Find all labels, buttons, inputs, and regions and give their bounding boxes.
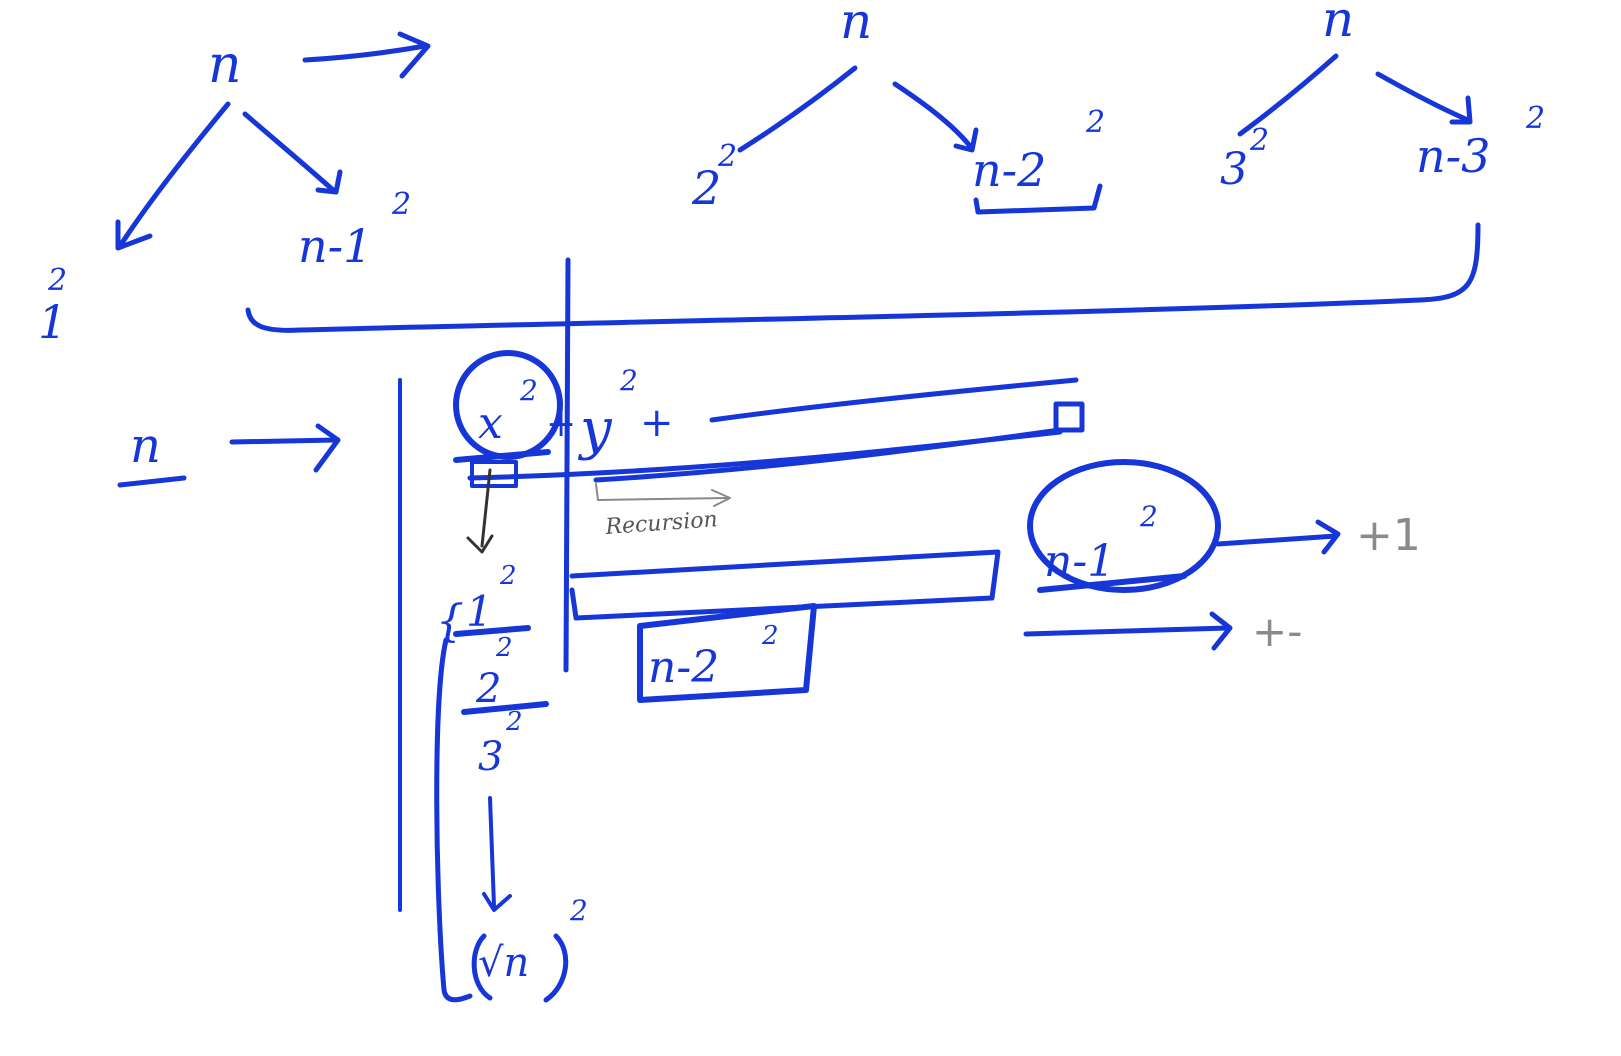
tree-three-root: n [1322, 0, 1355, 48]
tree-three-right-branch [1378, 74, 1468, 120]
tree-one-right-exponent: 2 [392, 187, 412, 222]
tree-three-right-child: n-3 [1416, 129, 1491, 183]
n-minus-two-exp: 2 [762, 621, 779, 651]
plus-one-result: +1 [1356, 510, 1421, 561]
plus-minus-arrow [1026, 628, 1228, 634]
tree-two-root: n [840, 0, 873, 50]
down-arrow-line [482, 470, 490, 546]
recursion-end-box [1056, 404, 1082, 430]
tree-one-forward-arrowhead [400, 34, 428, 76]
y-term: y [580, 397, 612, 462]
series-long-brace [437, 640, 470, 1000]
series-item-one-base: 1 [466, 587, 493, 636]
input-arrowhead [316, 426, 338, 470]
tree-three-right-exponent: 2 [1526, 101, 1546, 136]
tree-three-left-child: 3 [1220, 144, 1248, 195]
plus-minus-arrowhead [1212, 614, 1230, 648]
recursion-label: Recursion [604, 507, 719, 540]
tree-two-right-exponent: 2 [1086, 105, 1106, 140]
input-arrow [232, 440, 336, 442]
plus-minus-result: +- [1252, 607, 1303, 656]
tree-two-left-child: 2 [692, 161, 722, 215]
y-term-exponent: 2 [620, 364, 638, 397]
n-minus-one-term: n-1 [1044, 536, 1116, 587]
tree-two-right-child: n-2 [972, 143, 1047, 197]
tree-one-right-branch [245, 114, 333, 190]
tree-two-left-exponent: 2 [718, 139, 738, 174]
n-minus-one-exp: 2 [1140, 500, 1158, 533]
tree-one-left-branch [120, 104, 228, 246]
results [1026, 462, 1421, 656]
x-term-circle [456, 353, 560, 457]
sum-expression [456, 353, 1082, 552]
series-brace: { [436, 596, 464, 647]
combining-brace [248, 225, 1478, 330]
tree-three [1220, 0, 1545, 195]
tree-one-left-exponent: 2 [48, 263, 68, 298]
tree-two [691, 0, 1105, 215]
trailing-plus: + [640, 400, 674, 446]
series-item-three-exp: 2 [506, 707, 523, 737]
series-item-one-exp: 2 [500, 561, 517, 591]
tree-one [38, 34, 428, 349]
plus-one-arrow [1218, 536, 1336, 544]
middle-plus: + [546, 404, 577, 445]
tree-three-left-exponent: 2 [1250, 123, 1270, 158]
input-variable: n [130, 418, 161, 474]
sqrt-exponent: 2 [570, 894, 588, 927]
x-term-small-box [472, 462, 516, 486]
tree-two-left-branch [740, 68, 855, 150]
middle-boxes [572, 552, 998, 700]
vertical-divider [566, 260, 568, 670]
n-minus-two-term: n-2 [648, 642, 720, 693]
recursion-bracket [596, 484, 728, 500]
tree-one-forward-arrow [305, 46, 425, 60]
tree-one-right-child: n-1 [298, 219, 373, 273]
tree-two-right-branch [895, 84, 970, 146]
input-underline [120, 478, 184, 485]
tree-one-left-child: 1 [38, 295, 68, 349]
series-down-arrow [490, 798, 494, 906]
recursion-note [596, 484, 730, 540]
x-term-exponent: 2 [520, 374, 538, 407]
series-item-two-exp: 2 [496, 633, 513, 663]
input-n [120, 418, 338, 485]
continuation-line [712, 380, 1076, 420]
series-down-arrowhead [484, 894, 510, 910]
x-term-underline [456, 452, 548, 460]
tree-one-root: n [208, 35, 242, 95]
series-item-two-base: 2 [476, 666, 502, 712]
sqrt-term: √n [478, 940, 530, 986]
series-item-three-base: 3 [478, 734, 504, 780]
down-arrowhead [468, 536, 492, 552]
x-term: x [478, 398, 503, 449]
